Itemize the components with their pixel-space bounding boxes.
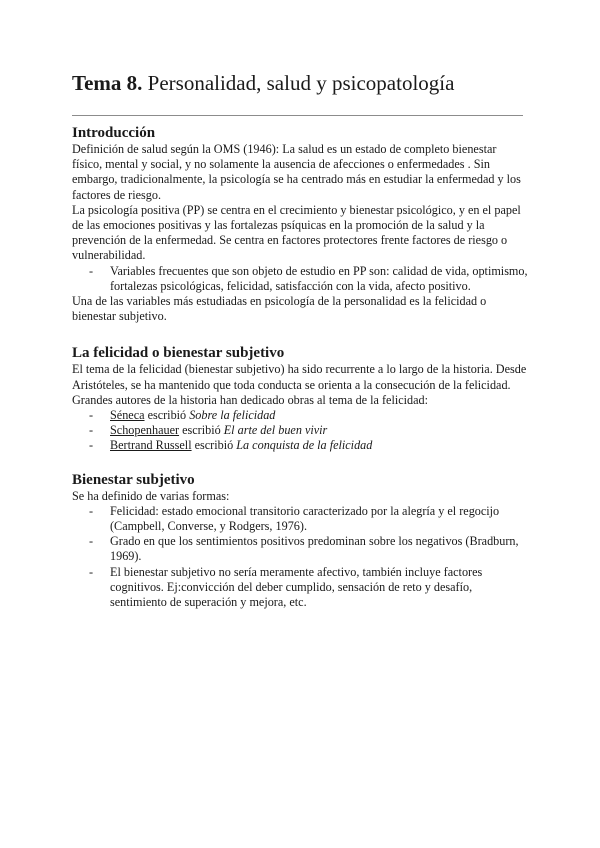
title-text: Personalidad, salud y psicopatología [147,71,455,95]
paragraph: La psicología positiva (PP) se centra en el crecimiento y bienestar psicológico, y en el papel de las emociones positivas y las fortalezas psíquicas en la promoción de la salud y la prevención de la enfermedad. Se centra en factores protectores frente factores de riesgo o vulnerabilidad. [72,202,521,263]
list-item [110,423,528,438]
page-title [72,71,454,96]
bullet-list [72,264,528,294]
section-felicidad [72,344,528,453]
author-name: Séneca [110,408,145,423]
author-name: Bertrand Russell [110,438,192,453]
title-divider [72,115,523,116]
author-verb: escribió [191,438,237,453]
section-bienestar-subjetivo [72,471,528,611]
author-verb: escribió [179,423,224,438]
author-name: Schopenhauer [110,423,180,438]
section-heading: Bienestar subjetivo [72,471,195,488]
authors-list [72,408,528,454]
section-heading: La felicidad o bienestar subjetivo [72,345,285,362]
title-number: Tema 8. [72,71,143,95]
paragraph: El tema de la felicidad (bienestar subjetivo) ha sido recurrente a lo largo de la historia. Desde Aristóteles, se ha mantenido que toda conducta se orienta a la consecución de la felicidad. [72,362,527,392]
document-body [72,124,528,610]
list-item: - Felicidad: estado emocional transitorio caracterizado por la alegría y el regocijo (Campbell, Converse, y Rodgers, 1976). [110,504,528,534]
work-title: La conquista de la felicidad [236,438,373,453]
paragraph: Una de las variables más estudiadas en psicología de la personalidad es la felicidad o bienestar subjetivo. [72,294,487,324]
work-title: El arte del buen vivir [223,423,328,438]
list-item: - El bienestar subjetivo no sería meramente afectivo, también incluye factores cognitivos. Ej:convicción del deber cumplido, sensación de reto y desafío, sentimiento de superación y mejora, etc. [110,565,528,611]
paragraph: Se ha definido de varias formas: [72,488,230,503]
list-item: - Grado en que los sentimientos positivos predominan sobre los negativos (Bradburn, 1969). [110,534,528,564]
bullet-list [72,504,528,610]
author-verb: escribió [144,408,190,423]
list-item [110,438,528,453]
list-item: - Variables frecuentes que son objeto de estudio en PP son: calidad de vida, optimismo, fortalezas psicológicas, felicidad, satisfacción con la vida, afecto positivo. [110,264,528,294]
paragraph: Grandes autores de la historia han dedicado obras al tema de la felicidad: [72,392,429,407]
paragraph: Definición de salud según la OMS (1946): La salud es un estado de completo bienestar físico, mental y social, y no solamente la ausencia de afecciones o enfermedades . Sin embargo, tradicionalmente, la psicología se ha centrado más en estudiar la enfermedad y los factores de riesgo. [72,142,521,202]
list-item [110,408,528,423]
section-introduccion [72,124,528,324]
work-title: Sobre la felicidad [189,408,276,423]
section-heading: Introducción [72,125,156,141]
